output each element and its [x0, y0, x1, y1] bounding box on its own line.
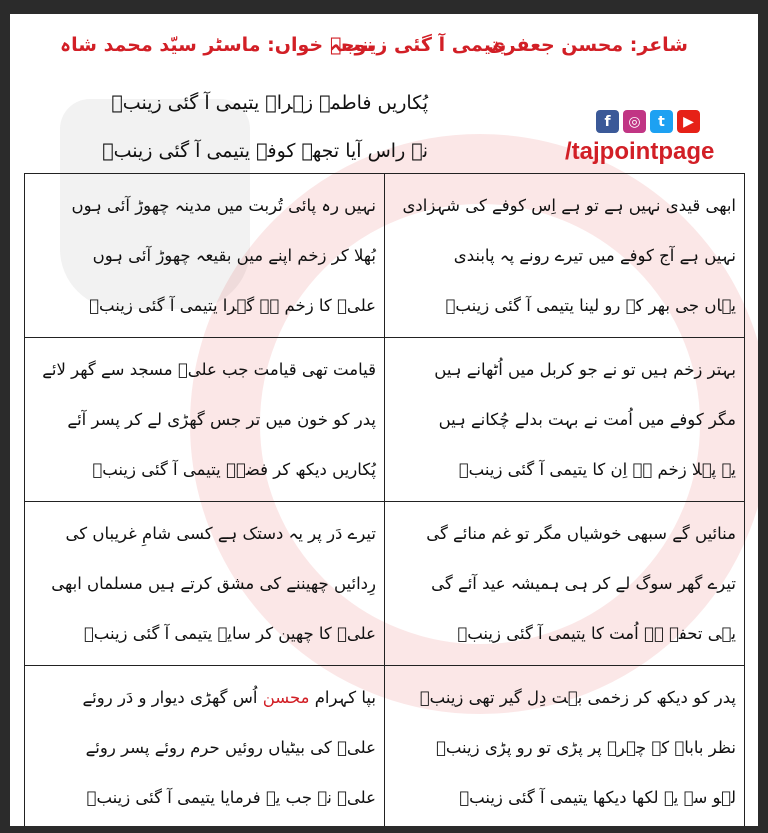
chorus-line-1: پُکاریں فاطمہ زہراؑ یتیمی آ گئی زینبؑ	[111, 92, 428, 114]
chorus-line-2: نہ راس آیا تجھے کوفہ یتیمی آ گئی زینبؑ	[102, 140, 428, 162]
stanza-cell	[25, 174, 385, 338]
lyrics-table	[24, 173, 745, 826]
lyric-line: منائیں گے سبھی خوشیاں مگر تو غم منائے گی	[426, 523, 736, 543]
lyric-line: یہی تحفہ ہے اُمت کا یتیمی آ گئی زینبؑ	[457, 623, 736, 643]
lyric-text: اُس گھڑی دیوار و دَر روئے	[82, 687, 258, 707]
stanza-cell	[385, 338, 745, 502]
stanza-cell	[25, 502, 385, 666]
lyric-line: پُکاریں دیکھ کر فضہؑ یتیمی آ گئی زینبؑ	[92, 459, 376, 479]
lyric-line: قیامت تھی قیامت جب علیؑ مسجد سے گھر لائے	[42, 359, 376, 379]
lyric-line: ابھی قیدی نہیں ہے تو ہے اِس کوفے کی شہزادی	[402, 195, 736, 215]
stanza-row	[25, 666, 745, 827]
poet-takhallus: محسن	[262, 687, 310, 707]
stanza-cell	[385, 174, 745, 338]
lyric-text: بپا کہرام	[314, 687, 376, 707]
stanza-cell	[385, 502, 745, 666]
lyric-line: نظر باباؑ کے چہرے پر پڑی تو رو پڑی زینبؑ	[435, 737, 736, 757]
noha-title: یتیمی آ گئی زینبؑ	[330, 34, 507, 56]
twitter-icon[interactable]: t	[650, 110, 673, 133]
lyric-line: علیؑ نے جب یہ فرمایا یتیمی آ گئی زینبؑ	[86, 787, 376, 807]
lyric-line: تیرے دَر پر یہ دستک ہے کسی شامِ غریباں کی	[65, 523, 376, 543]
facebook-icon[interactable]: f	[596, 110, 619, 133]
lyric-line: یہ پہلا زخم ہے اِن کا یتیمی آ گئی زینبؑ	[458, 459, 736, 479]
lyric-line: نہیں رہ پائی تُربت میں مدینہ چھوڑ آئی ہوں	[71, 195, 376, 215]
lyric-line: رِدائیں چھیننے کی مشق کرتے ہیں مسلماں ابھی	[51, 573, 376, 593]
reciter-name: نوحہ خواں: ماسٹر سیّد محمد شاہ	[60, 34, 374, 56]
lyric-line: پدر کو خون میں تر جس گھڑی لے کر پسر آئے	[67, 409, 376, 429]
social-handle: /tajpointpage	[565, 138, 715, 165]
lyric-line: بُھلا کر زخم اپنے میں بقیعہ چھوڑ آئی ہوں	[92, 245, 376, 265]
lyric-line: مگر کوفے میں اُمت نے بہت بدلے چُکانے ہیں	[438, 409, 736, 429]
stanza-cell	[25, 666, 385, 827]
lyric-line: پدر کو دیکھ کر زخمی بہت دِل گیر تھی زینبؑ	[419, 687, 736, 707]
lyric-line: بہتر زخم ہیں تو نے جو کربل میں اُٹھانے ہیں	[434, 359, 736, 379]
lyric-line: نہیں ہے آج کوفے میں تیرے رونے پہ پابندی	[453, 245, 736, 265]
instagram-icon[interactable]: ◎	[623, 110, 646, 133]
social-icons	[596, 110, 700, 133]
lyric-line: علیؑ کی بیٹیاں روئیں حرم روئے پسر روئے	[85, 737, 376, 757]
stanza-row	[25, 502, 745, 666]
lyric-line	[33, 673, 376, 723]
lyrics-page	[10, 14, 758, 826]
lyric-line: یہاں جی بھر کے رو لینا یتیمی آ گئی زینبؑ	[445, 295, 736, 315]
stanza-row	[25, 174, 745, 338]
lyric-line: تیرے گھر سوگ لے کر ہی ہمیشہ عید آئے گی	[431, 573, 736, 593]
lyric-line: علیؑ کا چھین کر سایہ یتیمی آ گئی زینبؑ	[83, 623, 376, 643]
lyric-line: لہو سے یہ لکھا دیکھا یتیمی آ گئی زینبؑ	[459, 787, 736, 807]
stanza-row	[25, 338, 745, 502]
poet-name: شاعر: محسن جعفری	[487, 34, 688, 56]
youtube-icon[interactable]: ▶	[677, 110, 700, 133]
stanza-cell	[385, 666, 745, 827]
lyric-line: علیؑ کا زخم ہے گہرا یتیمی آ گئی زینبؑ	[89, 295, 376, 315]
stanza-cell	[25, 338, 385, 502]
